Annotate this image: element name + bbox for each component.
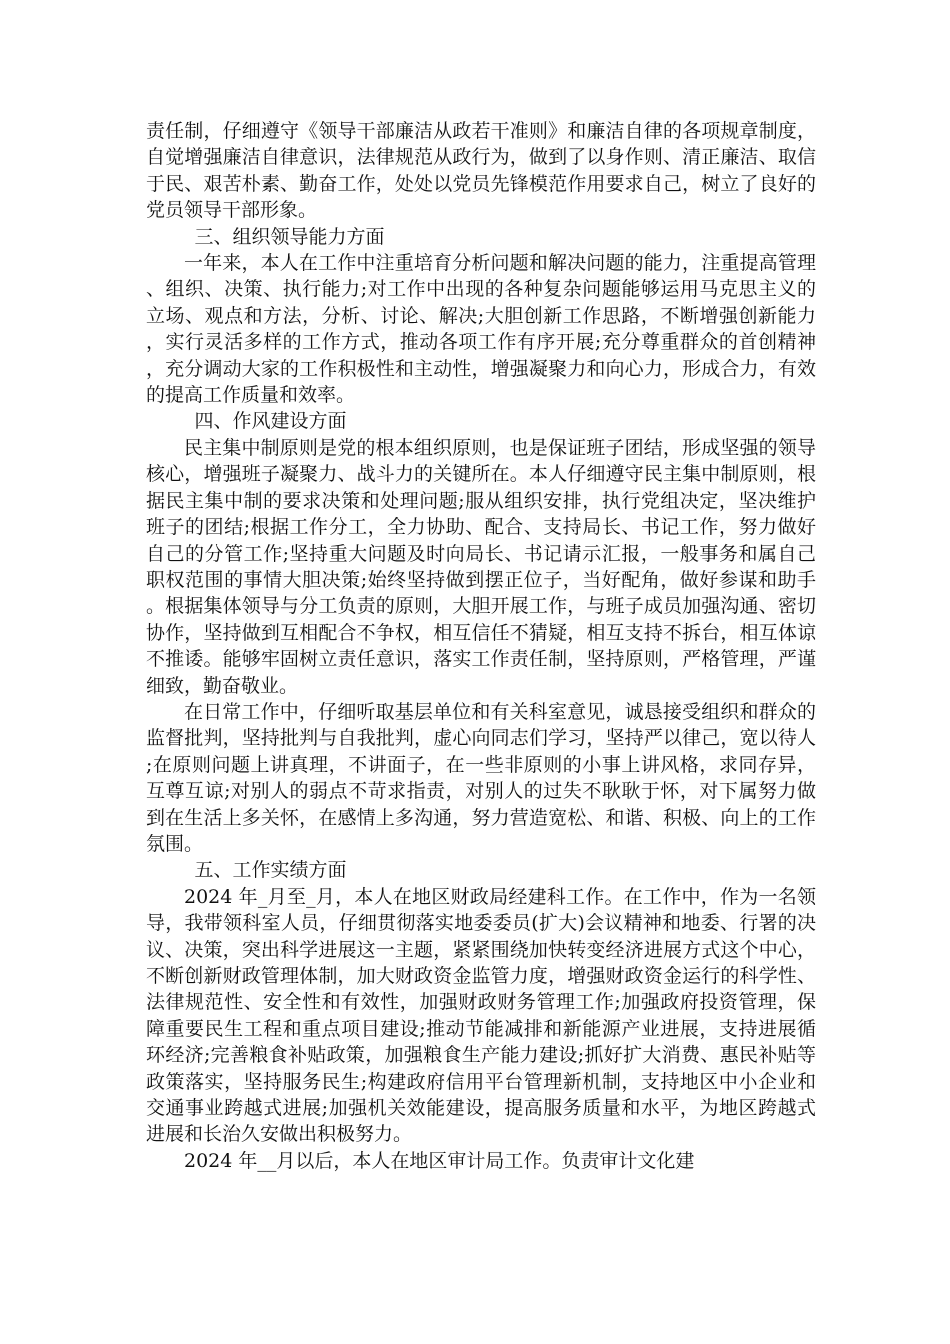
paragraph-finance-work: 2024 年_月至_月，本人在地区财政局经建科工作。在工作中，作为一名领导，我带领科室人员，仔细贯彻落实地委委员(扩大)会议精神和地委、行署的决议、决策，突出科学进展这一主题，紧紧围绕加快转变经济进展方式这个中心，不断创新财政管理体制，加大财政资金监管力度，增强财政资金运行的科学性、法律规范性、安全性和有效性，加强财政财务管理工作;加强政府投资管理，保障重要民生工程和重点项目建设;推动节能减排和新能源产业进展，支持进展循环经济;完善粮食补贴政策，加强粮食生产能力建设;抓好扩大消费、惠民补贴等政策落实，坚持服务民生;构建政府信用平台管理新机制，支持地区中小企业和交通事业跨越式进展;加强机关效能建设，提高服务质量和水平，为地区跨越式进展和长治久安做出积极努力。 — [146, 885, 816, 1146]
section-heading-5: 五、工作实绩方面 — [194, 859, 347, 882]
paragraph-leadership: 一年来，本人在工作中注重培育分析问题和解决问题的能力，注重提高管理、组织、决策、执行能力;对工作中出现的各种复杂问题能够运用马克思主义的立场、观点和方法，分析、讨论、解决;大胆创新工作思路，不断增强创新能力，实行灵活多样的工作方式，推动各项工作有序开展;充分尊重群众的首创精神，充分调动大家的工作积极性和主动性，增强凝聚力和向心力，形成合力，有效的提高工作质量和效率。 — [146, 252, 816, 407]
paragraph-daily-work: 在日常工作中，仔细听取基层单位和有关科室意见，诚恳接受组织和群众的监督批判，坚持批判与自我批判，虚心向同志们学习，坚持严以律己，宽以待人;在原则问题上讲真理，不讲面子，在一些非原则的小事上讲风格，求同存异，互尊互谅;对别人的弱点不苛求指责，对别人的过失不耿耿于怀，对下属努力做到在生活上多关怀，在感情上多沟通，努力营造宽松、和谐、积极、向上的工作氛围。 — [146, 700, 816, 855]
section-heading-3: 三、组织领导能力方面 — [194, 225, 385, 248]
paragraph-discipline: 责任制，仔细遵守《领导干部廉洁从政若干准则》和廉洁自律的各项规章制度，自觉增强廉洁自律意识，法律规范从政行为，做到了以身作则、清正廉洁、取信于民、艰苦朴素、勤奋工作，处处以党员先锋模范作用要求自己，树立了良好的党员领导干部形象。 — [146, 120, 816, 222]
section-heading-4: 四、作风建设方面 — [194, 410, 347, 433]
document-body — [146, 118, 816, 1174]
paragraph-democratic-centralism: 民主集中制原则是党的根本组织原则，也是保证班子团结，形成坚强的领导核心，增强班子凝聚力、战斗力的关键所在。本人仔细遵守民主集中制原则，根据民主集中制的要求决策和处理问题;服从组织安排，执行党组决定，坚决维护班子的团结;根据工作分工，全力协助、配合、支持局长、书记工作，努力做好自己的分管工作;坚持重大问题及时向局长、书记请示汇报，一般事务和属自己职权范围的事情大胆决策;始终坚持做到摆正位子，当好配角，做好参谋和助手。根据集体领导与分工负责的原则，大胆开展工作，与班子成员加强沟通、密切协作，坚持做到互相配合不争权，相互信任不猜疑，相互支持不拆台，相互体谅不推诿。能够牢固树立责任意识，落实工作责任制，坚持原则，严格管理，严谨细致，勤奋敬业。 — [146, 436, 816, 697]
paragraph-audit-work: 2024 年__月以后，本人在地区审计局工作。负责审计文化建 — [184, 1149, 695, 1172]
